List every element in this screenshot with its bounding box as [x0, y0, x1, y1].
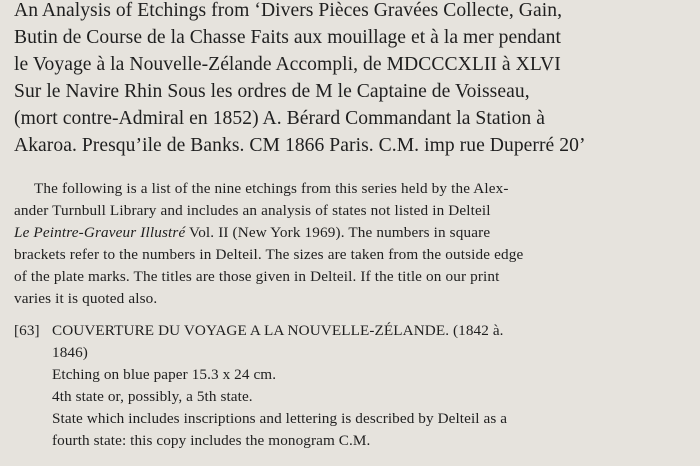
title-line-1: An Analysis of Etchings from ‘Divers Pièces Gravées Collecte, Gain,: [14, 0, 563, 21]
title-line-2: Butin de Course de la Chasse Faits aux mouillage et à la mer pendant: [14, 27, 561, 48]
entry-number: [63]: [14, 322, 40, 339]
title-line-5: (mort contre-Admiral en 1852) A. Bérard Commandant la Station à: [14, 108, 545, 129]
title-line-4: Sur le Navire Rhin Sous les ordres de M le Captaine de Voisseau,: [14, 81, 530, 102]
entry-state: 4th state or, possibly, a 5th state.: [52, 388, 253, 405]
intro-line-6: varies it is quoted also.: [14, 290, 158, 307]
entry-medium: Etching on blue paper 15.3 x 24 cm.: [52, 366, 277, 383]
title-line-6: Akaroa. Presqu’ile de Banks. CM 1866 Paris. C.M. imp rue Duperré 20’: [14, 135, 586, 156]
book-title-italic: Le Peintre-Graveur Illustré: [14, 224, 186, 241]
intro-line-1: The following is a list of the nine etchings from this series held by the Alex-: [34, 180, 509, 197]
entry-heading-line-1: COUVERTURE DU VOYAGE A LA NOUVELLE-ZÉLANDE. (1842 à.: [52, 322, 504, 339]
intro-line-3: [14, 224, 490, 242]
intro-line-5: of the plate marks. The titles are those given in Delteil. If the title on our print: [14, 268, 500, 285]
title-line-3: le Voyage à la Nouvelle-Zélande Accompli, de MDCCCXLII à XLVI: [14, 54, 561, 75]
entry-note-line-2: fourth state: this copy includes the monogram C.M.: [52, 432, 371, 449]
intro-line-2: ander Turnbull Library and includes an analysis of states not listed in Delteil: [14, 202, 491, 219]
entry-heading-line-2: 1846): [52, 344, 88, 361]
intro-line-3-rest: Vol. II (New York 1969). The numbers in square: [185, 224, 491, 241]
entry-note-line-1: State which includes inscriptions and lettering is described by Delteil as a: [52, 410, 508, 427]
intro-line-4: brackets refer to the numbers in Delteil. The sizes are taken from the outside edge: [14, 246, 524, 263]
